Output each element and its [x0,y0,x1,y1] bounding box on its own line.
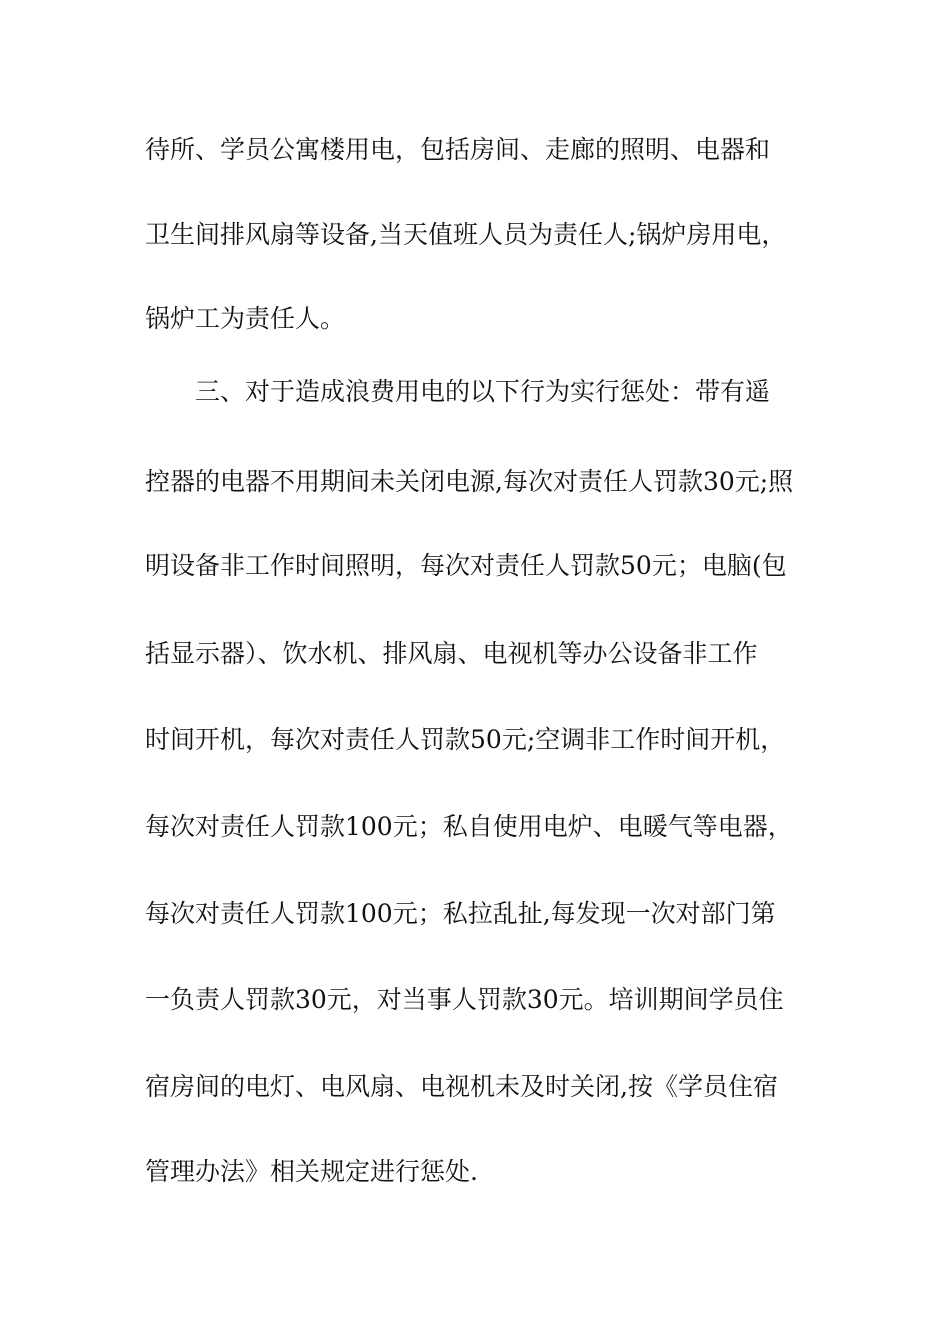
paragraph-start-line: 三、对于造成浪费用电的以下行为实行惩处：带有遥 [195,377,771,406]
text-line: 每次对责任人罚款100元；私拉乱扯,每发现一次对部门第 [145,899,776,928]
text-line: 待所、学员公寓楼用电，包括房间、走廊的照明、电器和 [145,135,771,164]
text-line: 管理办法》相关规定进行惩处. [145,1157,478,1186]
text-line: 宿房间的电灯、电风扇、电视机未及时关闭,按《学员住宿 [145,1072,778,1101]
text-line: 括显示器）、饮水机、排风扇、电视机等办公设备非工作 [145,639,758,668]
text-line: 卫生间排风扇等设备,当天值班人员为责任人;锅炉房用电， [145,220,787,249]
text-line: 时间开机，每次对责任人罚款50元;空调非工作时间开机， [145,725,786,754]
text-line: 每次对责任人罚款100元；私自使用电炉、电暖气等电器， [145,812,793,841]
text-line: 一负责人罚款30元，对当事人罚款30元。培训期间学员住 [145,985,784,1014]
text-line: 锅炉工为责任人。 [145,304,346,333]
text-line: 明设备非工作时间照明，每次对责任人罚款50元；电脑(包 [145,551,787,580]
text-line: 控器的电器不用期间未关闭电源,每次对责任人罚款30元;照 [145,467,794,496]
